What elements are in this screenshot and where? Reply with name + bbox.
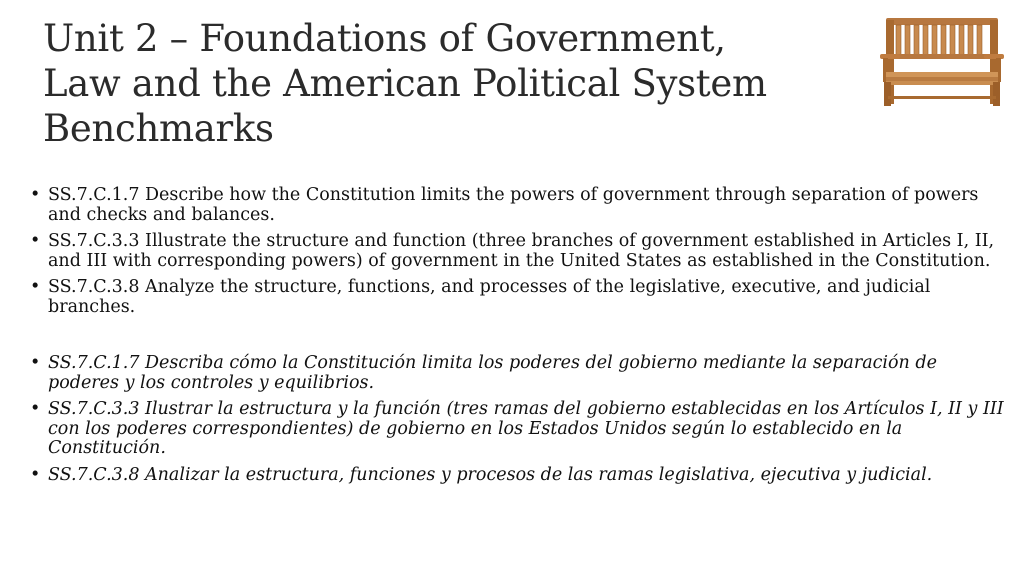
list-item	[30, 186, 1005, 225]
benchmark-text: SS.7.C.1.7 Describa cómo la Constitución limita los poderes del gobierno mediante la separación de poderes y los controles y equilibrios.	[48, 353, 937, 393]
list-item	[30, 400, 1005, 459]
benchmarks-content	[30, 186, 1005, 492]
title-line-2: Law and the American Political System	[43, 62, 767, 105]
list-item	[30, 232, 1005, 271]
bullet: •	[30, 464, 41, 485]
spanish-benchmarks-list	[30, 354, 1005, 485]
bullet: •	[30, 353, 41, 373]
bullet: •	[30, 231, 41, 251]
benchmark-text: SS.7.C.3.8 Analyze the structure, functions, and processes of the legislative, executive, and judicial branches.	[48, 277, 931, 317]
list-item	[30, 466, 1005, 486]
benchmark-text: SS.7.C.3.3 Illustrate the structure and function (three branches of government established in Articles I, II, and III with corresponding powers) of government in the United States as established in the Constitution.	[48, 231, 995, 271]
bench-image	[880, 16, 1004, 108]
bullet: •	[30, 185, 41, 205]
benchmark-text: SS.7.C.3.3 Ilustrar la estructura y la función (tres ramas del gobierno establecidas en los Artículos I, II y III con los poderes correspondientes) de gobierno en los Estados Unidos según lo establecido en la Constitución.	[48, 399, 1004, 458]
list-item	[30, 278, 1005, 317]
bullet: •	[30, 399, 41, 419]
title-line-1: Unit 2 – Foundations of Government,	[43, 17, 726, 60]
english-benchmarks-list	[30, 186, 1005, 317]
section-spacer	[30, 324, 1005, 354]
benchmark-text: SS.7.C.3.8 Analizar la estructura, funciones y procesos de las ramas legislativa, ejecutiva y judicial.	[48, 464, 933, 485]
slide-title	[43, 16, 863, 151]
bullet: •	[30, 277, 41, 297]
list-item	[30, 354, 1005, 393]
benchmark-text: SS.7.C.1.7 Describe how the Constitution limits the powers of government through separation of powers and checks and balances.	[48, 185, 979, 225]
title-line-3: Benchmarks	[43, 107, 274, 150]
